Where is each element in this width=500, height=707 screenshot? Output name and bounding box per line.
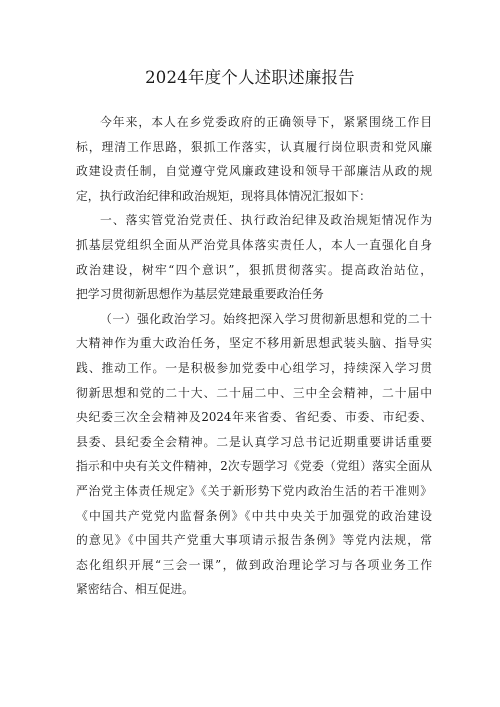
text-line: 一、落实管党治党责任、执行政治纪律及政治规矩情况作为: [100, 213, 432, 228]
text-line: 《中国共产党党内监督条例》《中共中央关于加强党的政治建设: [76, 508, 432, 523]
text-line: 态化组织开展“三会一课”，做到政治理论学习与各项业务工作: [76, 557, 432, 572]
text-line: 严治党主体责任规定》《关于新形势下党内政治生活的若干准则》: [76, 483, 432, 498]
text-line: 县委、县纪委全会精神。二是认真学习总书记近期重要讲话重要: [76, 434, 432, 449]
text-line: 践、推动工作。一是积极参加党委中心组学习，持续深入学习贯: [76, 360, 432, 375]
text-line: 政建设责任制，自觉遵守党风廉政建设和领导干部廉洁从政的规: [76, 164, 432, 179]
text-line: 央纪委三次全会精神及2024年来省委、省纪委、市委、市纪委、: [76, 410, 432, 425]
text-line: 紧密结合、相互促进。: [76, 582, 194, 597]
document-body: [76, 110, 432, 602]
text-line: 政治建设，树牢“四个意识”，狠抓贯彻落实。提高政治站位，: [76, 262, 432, 277]
text-line: 大精神作为重大政治任务，坚定不移用新思想武装头脑、指导实: [76, 336, 432, 351]
text-line: 今年来，本人在乡党委政府的正确领导下，紧紧围绕工作目: [100, 115, 432, 129]
text-line: 抓基层党组织全面从严治党具体落实责任人，本人一直强化自身: [76, 237, 432, 252]
text-line: 定，执行政治纪律和政治规矩，现将具体情况汇报如下：: [76, 188, 371, 203]
text-line: 标，理清工作思路，狠抓工作落实，认真履行岗位职责和党风廉: [76, 139, 432, 154]
text-line: 的意见》《中国共产党重大事项请示报告条例》等党内法规，常: [76, 533, 432, 548]
text-line: 彻新思想和党的二十大、二十届二中、三中全会精神，二十届中: [76, 385, 432, 400]
text-line: （一）强化政治学习。始终把深入学习贯彻新思想和党的二十: [100, 311, 432, 326]
text-line: 指示和中央有关文件精神，2次专题学习《党委（党组）落实全面从: [76, 459, 432, 474]
text-line: 把学习贯彻新思想作为基层党建最重要政治任务: [76, 287, 324, 302]
document-title: 2024年度个人述职述廉报告: [145, 68, 355, 87]
